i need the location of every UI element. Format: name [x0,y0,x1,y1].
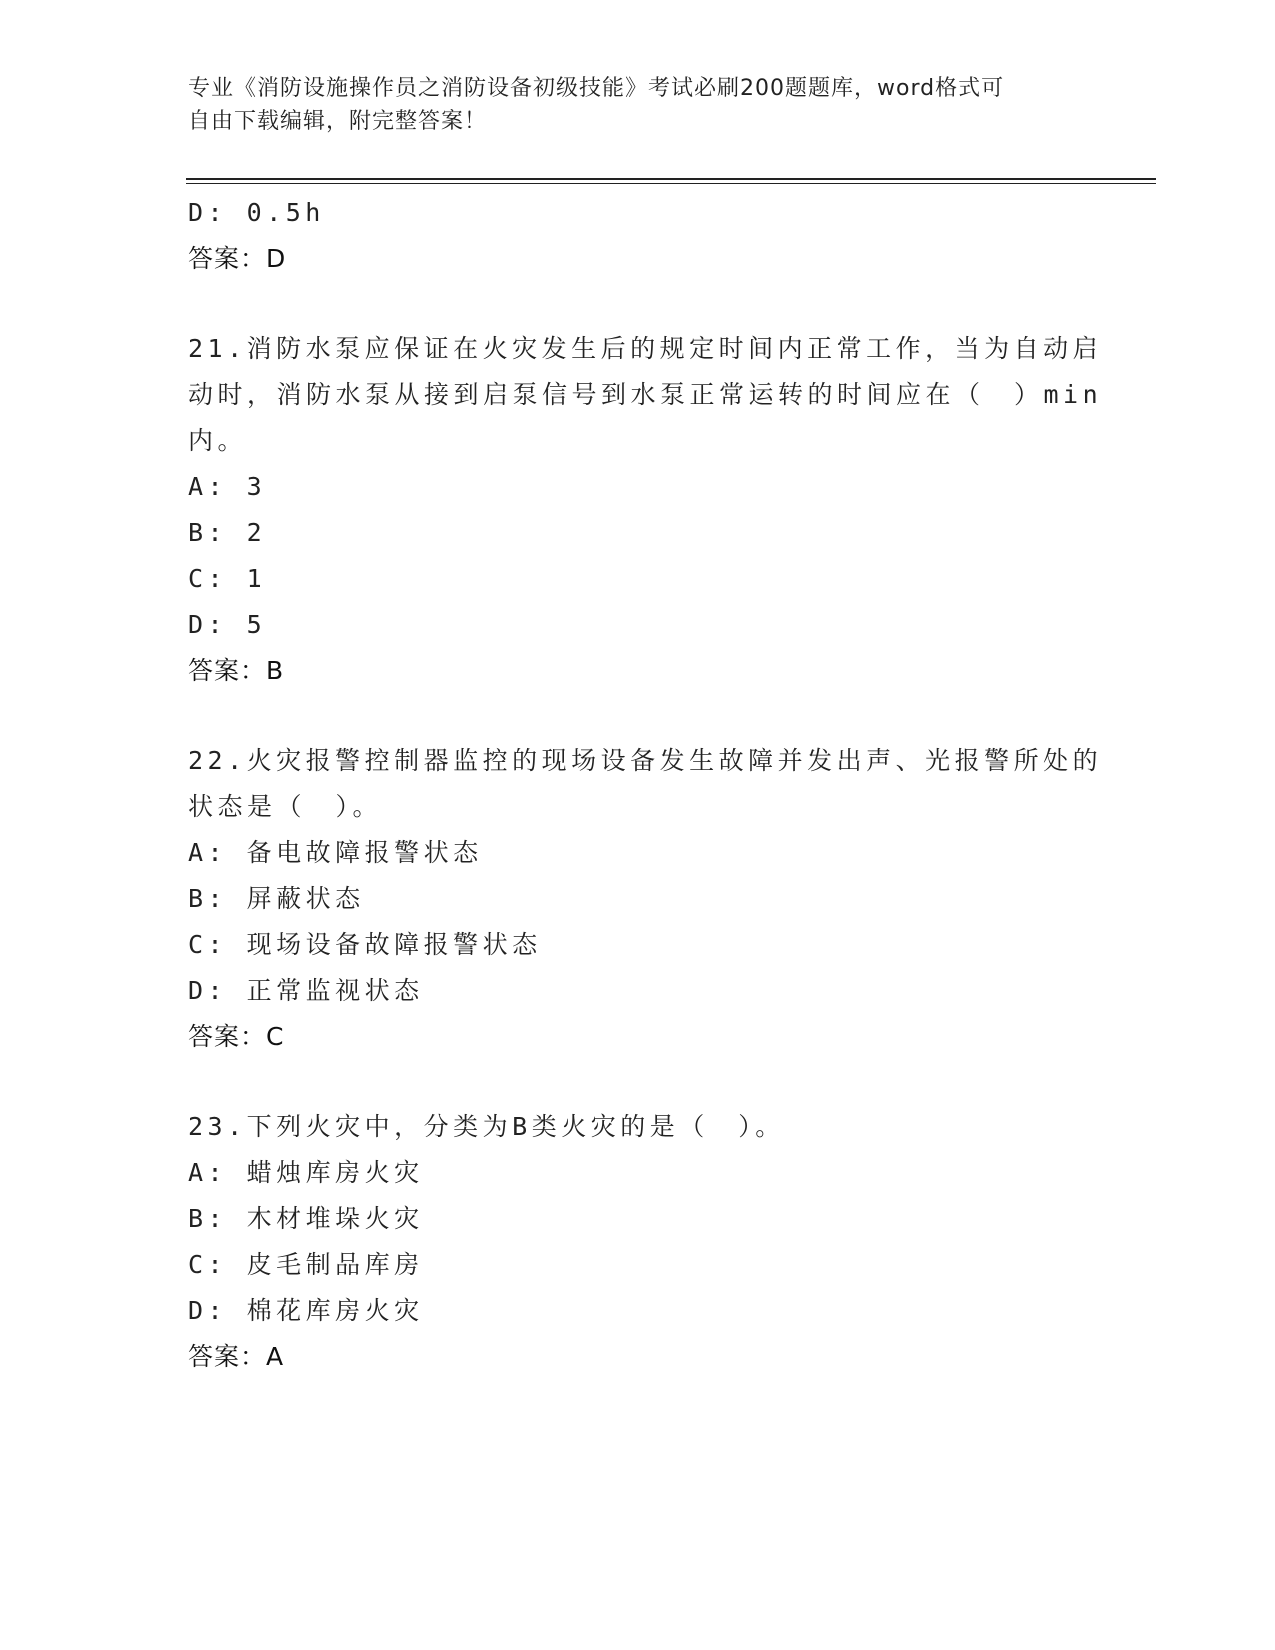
question-22 [188,738,1103,1060]
answer-label: 答案：A [188,1342,285,1371]
option-a: A: 3 [188,472,267,501]
header-rule-thick [186,178,1156,180]
question-21 [188,326,1103,694]
option-c: C: 1 [188,564,267,593]
q20-option-d: D: 0.5h [188,198,325,227]
option-c: C: 现场设备故障报警状态 [188,930,542,959]
question-text-line: 22.火灾报警控制器监控的现场设备发生故障并发出声、光报警所处的 [188,746,1103,775]
question-text-line: 23.下列火灾中，分类为B类火灾的是（ ）。 [188,1112,785,1141]
question-text-line: 内。 [188,426,248,455]
option-b: B: 木材堆垛火灾 [188,1204,424,1233]
option-d: D: 5 [188,610,267,639]
document-body [188,190,1103,1380]
answer-label: 答案：C [188,1022,285,1051]
option-d: D: 棉花库房火灾 [188,1296,424,1325]
question-text-line: 21.消防水泵应保证在火灾发生后的规定时间内正常工作，当为自动启 [188,334,1103,363]
answer-label: 答案：B [188,656,285,685]
question-23 [188,1104,1088,1380]
header-line-1: 专业《消防设施操作员之消防设备初级技能》考试必刷200题题库，word格式可 [188,76,1005,101]
option-b: B: 屏蔽状态 [188,884,365,913]
question-text-line: 状态是（ ）。 [188,792,383,821]
option-b: B: 2 [188,518,267,547]
option-d: D: 正常监视状态 [188,976,424,1005]
header-rule-thin [186,183,1156,184]
header-line-2: 自由下载编辑，附完整答案！ [188,109,488,134]
q20-answer: 答案：D [188,244,287,273]
document-header [188,72,1088,138]
option-c: C: 皮毛制品库房 [188,1250,424,1279]
option-a: A: 备电故障报警状态 [188,838,483,867]
option-a: A: 蜡烛库房火灾 [188,1158,424,1187]
question-text-line: 动时，消防水泵从接到启泵信号到水泵正常运转的时间应在（ ）min [188,380,1103,409]
